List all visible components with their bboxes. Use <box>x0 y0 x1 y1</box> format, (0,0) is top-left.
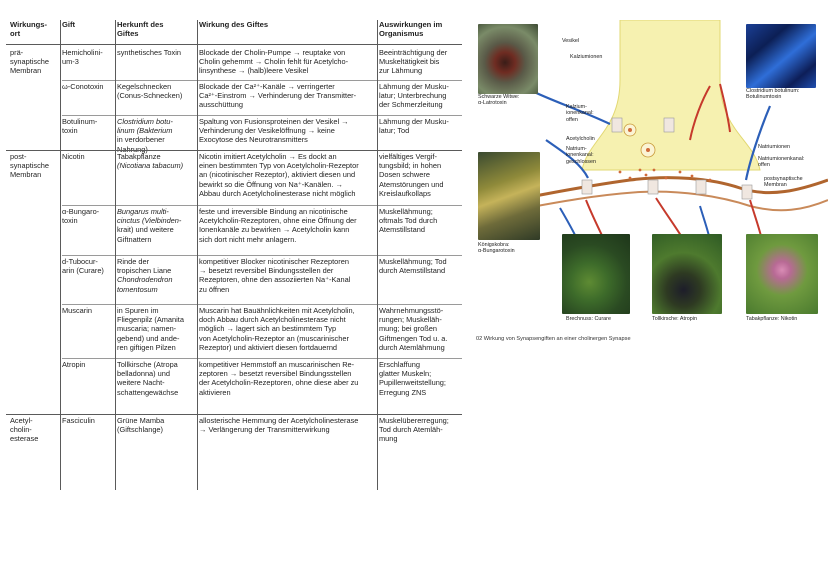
table-cell-ort: Acetyl- cholin- esterase <box>10 416 39 444</box>
table-cell-herkunft: synthetisches Toxin <box>117 48 181 57</box>
table-cell-wirkung: Spaltung von Fusionsproteinen der Vesikel → Verhinderung der Vesikelöffnung → keine Exocytose des Neurotransmitters <box>199 117 349 145</box>
table-cell-gift: ω-Conotoxin <box>62 82 104 91</box>
belladonna-photo <box>652 234 722 314</box>
table-cell-auswirkung: Wahrnehmungsstö- rungen; Muskelläh- mung; bei großen Giftmengen Tod u. a. durch Atemlähmung <box>379 306 448 352</box>
black-widow-label: Schwarze Witwe: α-Latrotoxin <box>478 94 520 107</box>
table-cell-herkunft: Tollkirsche (Atropa belladonna) und weitere Nacht- schattengewächse <box>117 360 179 397</box>
row-divider <box>62 205 462 206</box>
row-divider <box>6 44 462 45</box>
synapse-figure <box>470 20 828 360</box>
table-cell-wirkung: feste und irreversible Bindung an nicotinische Acetylcholin-Rezeptoren, ohne eine Öffnung der Ionenkanäle zu bewirken → Acetylcholin kann sich dort nicht mehr anlagern. <box>199 207 357 244</box>
column-header: Wirkungs- ort <box>10 20 48 39</box>
vesicle-label: Vesikel <box>562 38 580 44</box>
presynaptic-terminal <box>582 20 760 170</box>
column-divider <box>197 20 198 490</box>
sodium-channel-open-label: Natriumionenkanal: offen <box>758 156 805 169</box>
table-cell-wirkung: Blockade der Ca²⁺-Kanäle → verringerter Ca²⁺-Einstrom → Verhinderung der Transmitter- ausschüttung <box>199 82 357 110</box>
table-cell-gift: Nicotin <box>62 152 85 161</box>
column-header: Auswirkungen im Organismus <box>379 20 443 39</box>
strychnos-label: Brechnuss: Curare <box>566 316 611 322</box>
table-cell-ort: post- synaptische Membran <box>10 152 50 180</box>
table-cell-wirkung: Nicotin imitiert Acetylcholin → Es dockt an einen bestimmten Typ von Acetylcholin-Rezeptor an (nicotinischer Rezeptor), aktiviert diesen und bewirkt so die Öffnung von Na⁺-Kanälen. → Abbau durch Acetylcholinesterase nicht möglich <box>199 152 359 198</box>
table-cell-gift: Atropin <box>62 360 86 369</box>
table-cell-auswirkung: Muskellähmung; oftmals Tod durch Atemstillstand <box>379 207 438 235</box>
table-cell-auswirkung: Muskellähmung; Tod durch Atemstillstand <box>379 257 447 276</box>
table-cell-auswirkung: Erschlaffung glatter Muskeln; Pupillenweitstellung; Erregung ZNS <box>379 360 446 397</box>
table-cell-gift: Muscarin <box>62 306 92 315</box>
table-cell-herkunft: Kegelschnecken (Conus-Schnecken) <box>117 82 183 101</box>
clostridium-photo <box>746 24 816 88</box>
figure-caption: 02 Wirkung von Synapsengiften an einer cholinergen Synapse <box>476 336 631 342</box>
table-cell-auswirkung: Muskelübererregung; Tod durch Atemläh- mung <box>379 416 449 444</box>
sodium-channel-closed-label: Natrium- ionenkanal: geschlossen <box>566 146 596 165</box>
column-divider <box>377 20 378 490</box>
table-cell-herkunft: Clostridium botu- linum (Bakterium in verdorbener Nahrung) <box>117 117 173 154</box>
table-cell-wirkung: allosterische Hemmung der Acetylcholinesterase → Verlängerung der Transmitterwirkung <box>199 416 359 435</box>
tobacco-label: Tabakpflanze: Nikotin <box>746 316 798 322</box>
table-cell-auswirkung: Lähmung der Musku- latur; Tod <box>379 117 449 136</box>
table-cell-ort: prä- synaptische Membran <box>10 48 50 76</box>
row-divider <box>62 80 462 81</box>
sodium-ions-label: Natriumionen <box>758 144 791 150</box>
row-divider <box>6 150 462 151</box>
table-cell-auswirkung: Lähmung der Musku- latur; Unterbrechung der Schmerzleitung <box>379 82 449 110</box>
table-cell-wirkung: kompetitiver Blocker nicotinischer Rezeptoren → besetzt reversibel Bindungsstellen der Rezeptoren, ohne den assoziierten Na⁺-Kanal zu öffnen <box>199 257 351 294</box>
calcium-channel-open-label: Kalzium- ionenkanal: offen <box>566 104 594 123</box>
table-cell-herkunft: Tabakpflanze (Nicotiana tabacum) <box>117 152 184 171</box>
tobacco-plant-photo <box>746 234 818 314</box>
table-cell-herkunft: Bungarus multi- cinctus (Vielbinden- krait) und weitere Giftnattern <box>117 207 182 244</box>
row-divider <box>62 358 462 359</box>
column-header: Herkunft des Giftes <box>117 20 164 39</box>
black-widow-photo <box>478 24 538 94</box>
clostridium-label: Clostridium botulinum: Botulinumtoxin <box>746 88 800 101</box>
table-cell-gift: d-Tubocur- arin (Curare) <box>62 257 104 276</box>
table-cell-herkunft: in Spuren im Fliegenpilz (Amanita muscaria; namen- gebend) und ande- ren giftigen Pilzen <box>117 306 184 352</box>
king-cobra-photo <box>478 152 540 240</box>
table-cell-auswirkung: Beeinträchtigung der Muskeltätigkeit bis zur Lähmung <box>379 48 448 76</box>
row-divider <box>6 414 462 415</box>
table-cell-gift: Fasciculin <box>62 416 95 425</box>
table-cell-herkunft: Grüne Mamba (Giftschlange) <box>117 416 165 435</box>
postsynaptic-membrane-label: postsynaptische Membran <box>764 176 803 189</box>
column-divider <box>60 20 61 490</box>
row-divider <box>62 255 462 256</box>
table-cell-herkunft: Rinde der tropischen Liane Chondrodendron tomentosum <box>117 257 173 294</box>
table-cell-auswirkung: vielfältiges Vergif- tungsbild; in hohen Dosen schwere Atemstörungen und Kreislaufkollaps <box>379 152 444 198</box>
king-cobra-label: Königskobra: α-Bungarotoxin <box>478 242 515 255</box>
table-cell-gift: Botulinum- toxin <box>62 117 98 136</box>
table-cell-wirkung: kompetitiver Hemmstoff an muscarinischen Re- zeptoren → besetzt reversibel Bindungsstellen der Acetylcholin-Rezeptoren, ohne diese aber zu aktivieren <box>199 360 359 397</box>
strychnos-photo <box>562 234 630 314</box>
column-header: Wirkung des Giftes <box>199 20 269 29</box>
belladonna-label: Tollkirsche: Atropin <box>652 316 697 322</box>
calcium-ions-label: Kalziumionen <box>570 54 603 60</box>
column-divider <box>115 20 116 490</box>
acetylcholine-label: Acetylcholin <box>566 136 595 142</box>
column-header: Gift <box>62 20 76 29</box>
table-cell-wirkung: Muscarin hat Bauähnlichkeiten mit Acetylcholin, doch Abbau durch Acetylcholinesterase nicht möglich → lagert sich an bestimmtem Typ von Acetylcholin-Rezeptor an (muscarinischer Rezeptor) und aktiviert diesen fortdauernd <box>199 306 355 352</box>
table-cell-wirkung: Blockade der Cholin-Pumpe → reuptake von Cholin gehemmt → Cholin fehlt für Acetylcho- linsynthese → (halb)leere Vesikel <box>199 48 349 76</box>
row-divider <box>62 115 462 116</box>
table-cell-gift: α-Bungaro- toxin <box>62 207 100 226</box>
table-cell-gift: Hemicholini- um-3 <box>62 48 103 67</box>
row-divider <box>62 304 462 305</box>
